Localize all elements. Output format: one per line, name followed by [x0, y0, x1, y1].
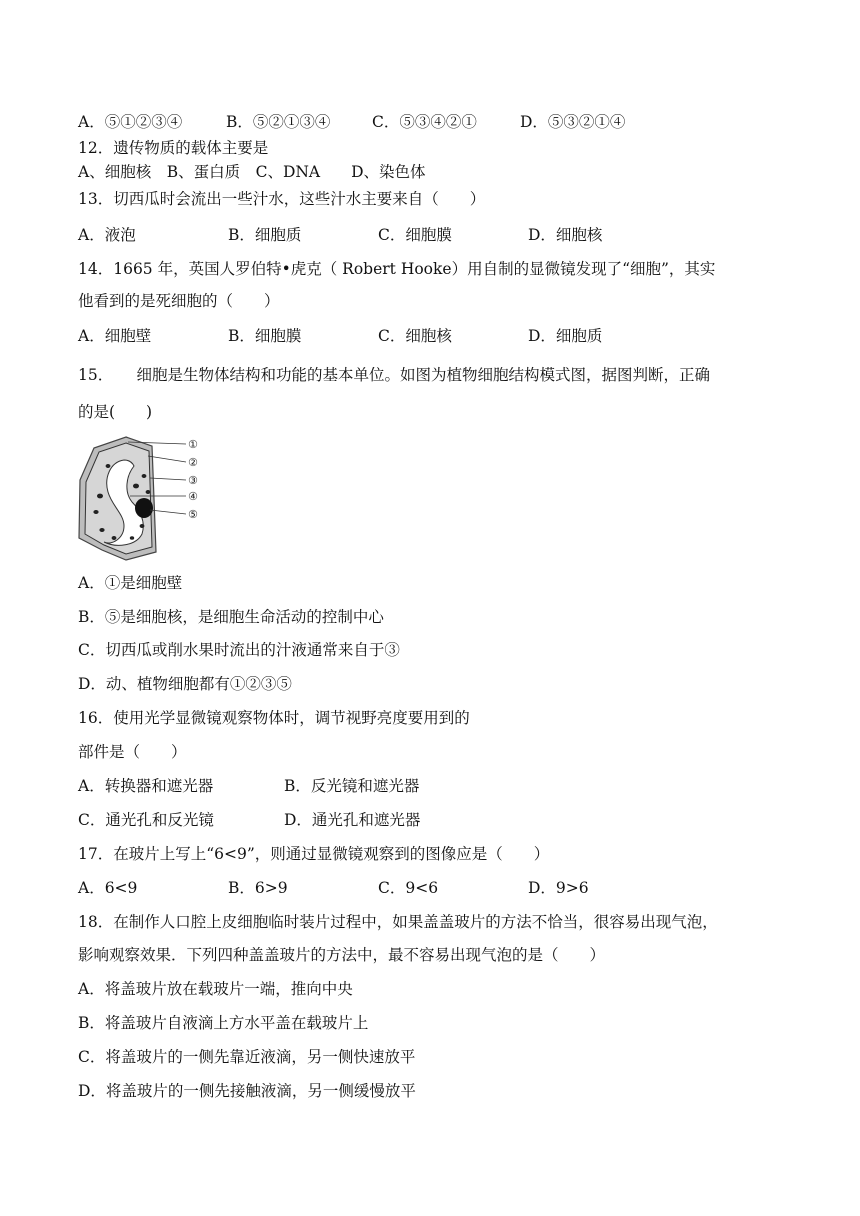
chloroplast-dot: [99, 528, 104, 532]
q15-stem-line2: 的是( ): [78, 403, 153, 421]
plant-cell-svg: [74, 434, 224, 562]
q18-option-b: B．将盖玻片自液滴上方水平盖在载玻片上: [78, 1014, 369, 1032]
q13-option-d: D．细胞核: [528, 226, 603, 244]
chloroplast-dot: [130, 536, 134, 540]
leader-line-2: [148, 456, 186, 462]
chloroplast-dot: [142, 474, 147, 478]
chloroplast-dot: [97, 494, 103, 499]
q18-option-a: A．将盖玻片放在载玻片一端，推向中央: [78, 980, 353, 998]
chloroplast-dot: [140, 524, 145, 528]
q12-options: A、细胞核 B、蛋白质 C、DNA D、染色体: [78, 163, 426, 181]
q14-option-a: A．细胞壁: [78, 327, 152, 345]
q18-stem-line2: 影响观察效果．下列四种盖盖玻片的方法中，最不容易出现气泡的是（ ）: [78, 946, 606, 964]
q16-option-c: C．通光孔和反光镜: [78, 811, 214, 829]
q17-stem: 17．在玻片上写上“6<9”，则通过显微镜观察到的图像应是（ ）: [78, 845, 550, 863]
q15-option-c: C．切西瓜或削水果时流出的汁液通常来自于③: [78, 641, 400, 659]
q13-option-b: B．细胞质: [228, 226, 302, 244]
figure-label-1: ①: [188, 438, 198, 451]
q11-option-b: B．⑤②①③④: [226, 113, 331, 131]
q14-stem-line1: 14．1665 年，英国人罗伯特•虎克（ Robert Hooke）用自制的显微镜发现了“细胞”，其实: [78, 260, 716, 278]
leader-line-5: [150, 510, 186, 514]
q13-stem: 13．切西瓜时会流出一些汁水，这些汁水主要来自（ ）: [78, 190, 486, 208]
q13-option-a: A．液泡: [78, 226, 136, 244]
q17-option-c: C．9<6: [378, 879, 439, 897]
chloroplast-dot: [106, 464, 111, 468]
q18-stem-line1: 18．在制作人口腔上皮细胞临时装片过程中，如果盖盖玻片的方法不恰当，很容易出现气泡，: [78, 913, 718, 931]
q14-option-b: B．细胞膜: [228, 327, 302, 345]
figure-label-2: ②: [188, 456, 198, 469]
q15-option-b: B．⑤是细胞核，是细胞生命活动的控制中心: [78, 608, 384, 626]
plant-cell-diagram: [74, 434, 224, 562]
q16-stem-line2: 部件是（ ）: [78, 743, 187, 761]
q17-option-b: B．6>9: [228, 879, 288, 897]
q14-option-d: D．细胞质: [528, 327, 603, 345]
q15-stem-line1: 15． 细胞是生物体结构和功能的基本单位。如图为植物细胞结构模式图，据图判断，正确: [78, 366, 710, 384]
q16-option-d: D．通光孔和遮光器: [284, 811, 421, 829]
q18-option-c: C．将盖玻片的一侧先靠近液滴，另一侧快速放平: [78, 1048, 416, 1066]
q16-stem-line1: 16．使用光学显微镜观察物体时，调节视野亮度要用到的: [78, 709, 470, 727]
q15-option-d: D．动、植物细胞都有①②③⑤: [78, 675, 292, 693]
q11-option-c: C．⑤③④②①: [372, 113, 477, 131]
q11-option-d: D．⑤③②①④: [520, 113, 626, 131]
q18-option-d: D．将盖玻片的一侧先接触液滴，另一侧缓慢放平: [78, 1082, 416, 1100]
nucleus-shape: [135, 498, 153, 518]
q13-option-c: C．细胞膜: [378, 226, 452, 244]
chloroplast-dot: [112, 536, 117, 540]
q14-stem-line2: 他看到的是死细胞的（ ）: [78, 292, 280, 310]
q12-stem: 12．遗传物质的载体主要是: [78, 139, 269, 157]
leader-line-3: [150, 478, 186, 480]
q11-option-a: A．⑤①②③④: [78, 113, 183, 131]
figure-label-5: ⑤: [188, 508, 198, 521]
q17-option-d: D．9>6: [528, 879, 589, 897]
q16-option-a: A．转换器和遮光器: [78, 777, 214, 795]
figure-label-3: ③: [188, 474, 198, 487]
q17-option-a: A．6<9: [78, 879, 138, 897]
chloroplast-dot: [146, 490, 151, 494]
q15-option-a: A．①是细胞壁: [78, 574, 183, 592]
chloroplast-dot: [93, 510, 98, 514]
figure-label-4: ④: [188, 490, 198, 503]
q14-option-c: C．细胞核: [378, 327, 452, 345]
chloroplast-dot: [133, 484, 139, 489]
q16-option-b: B．反光镜和遮光器: [284, 777, 420, 795]
